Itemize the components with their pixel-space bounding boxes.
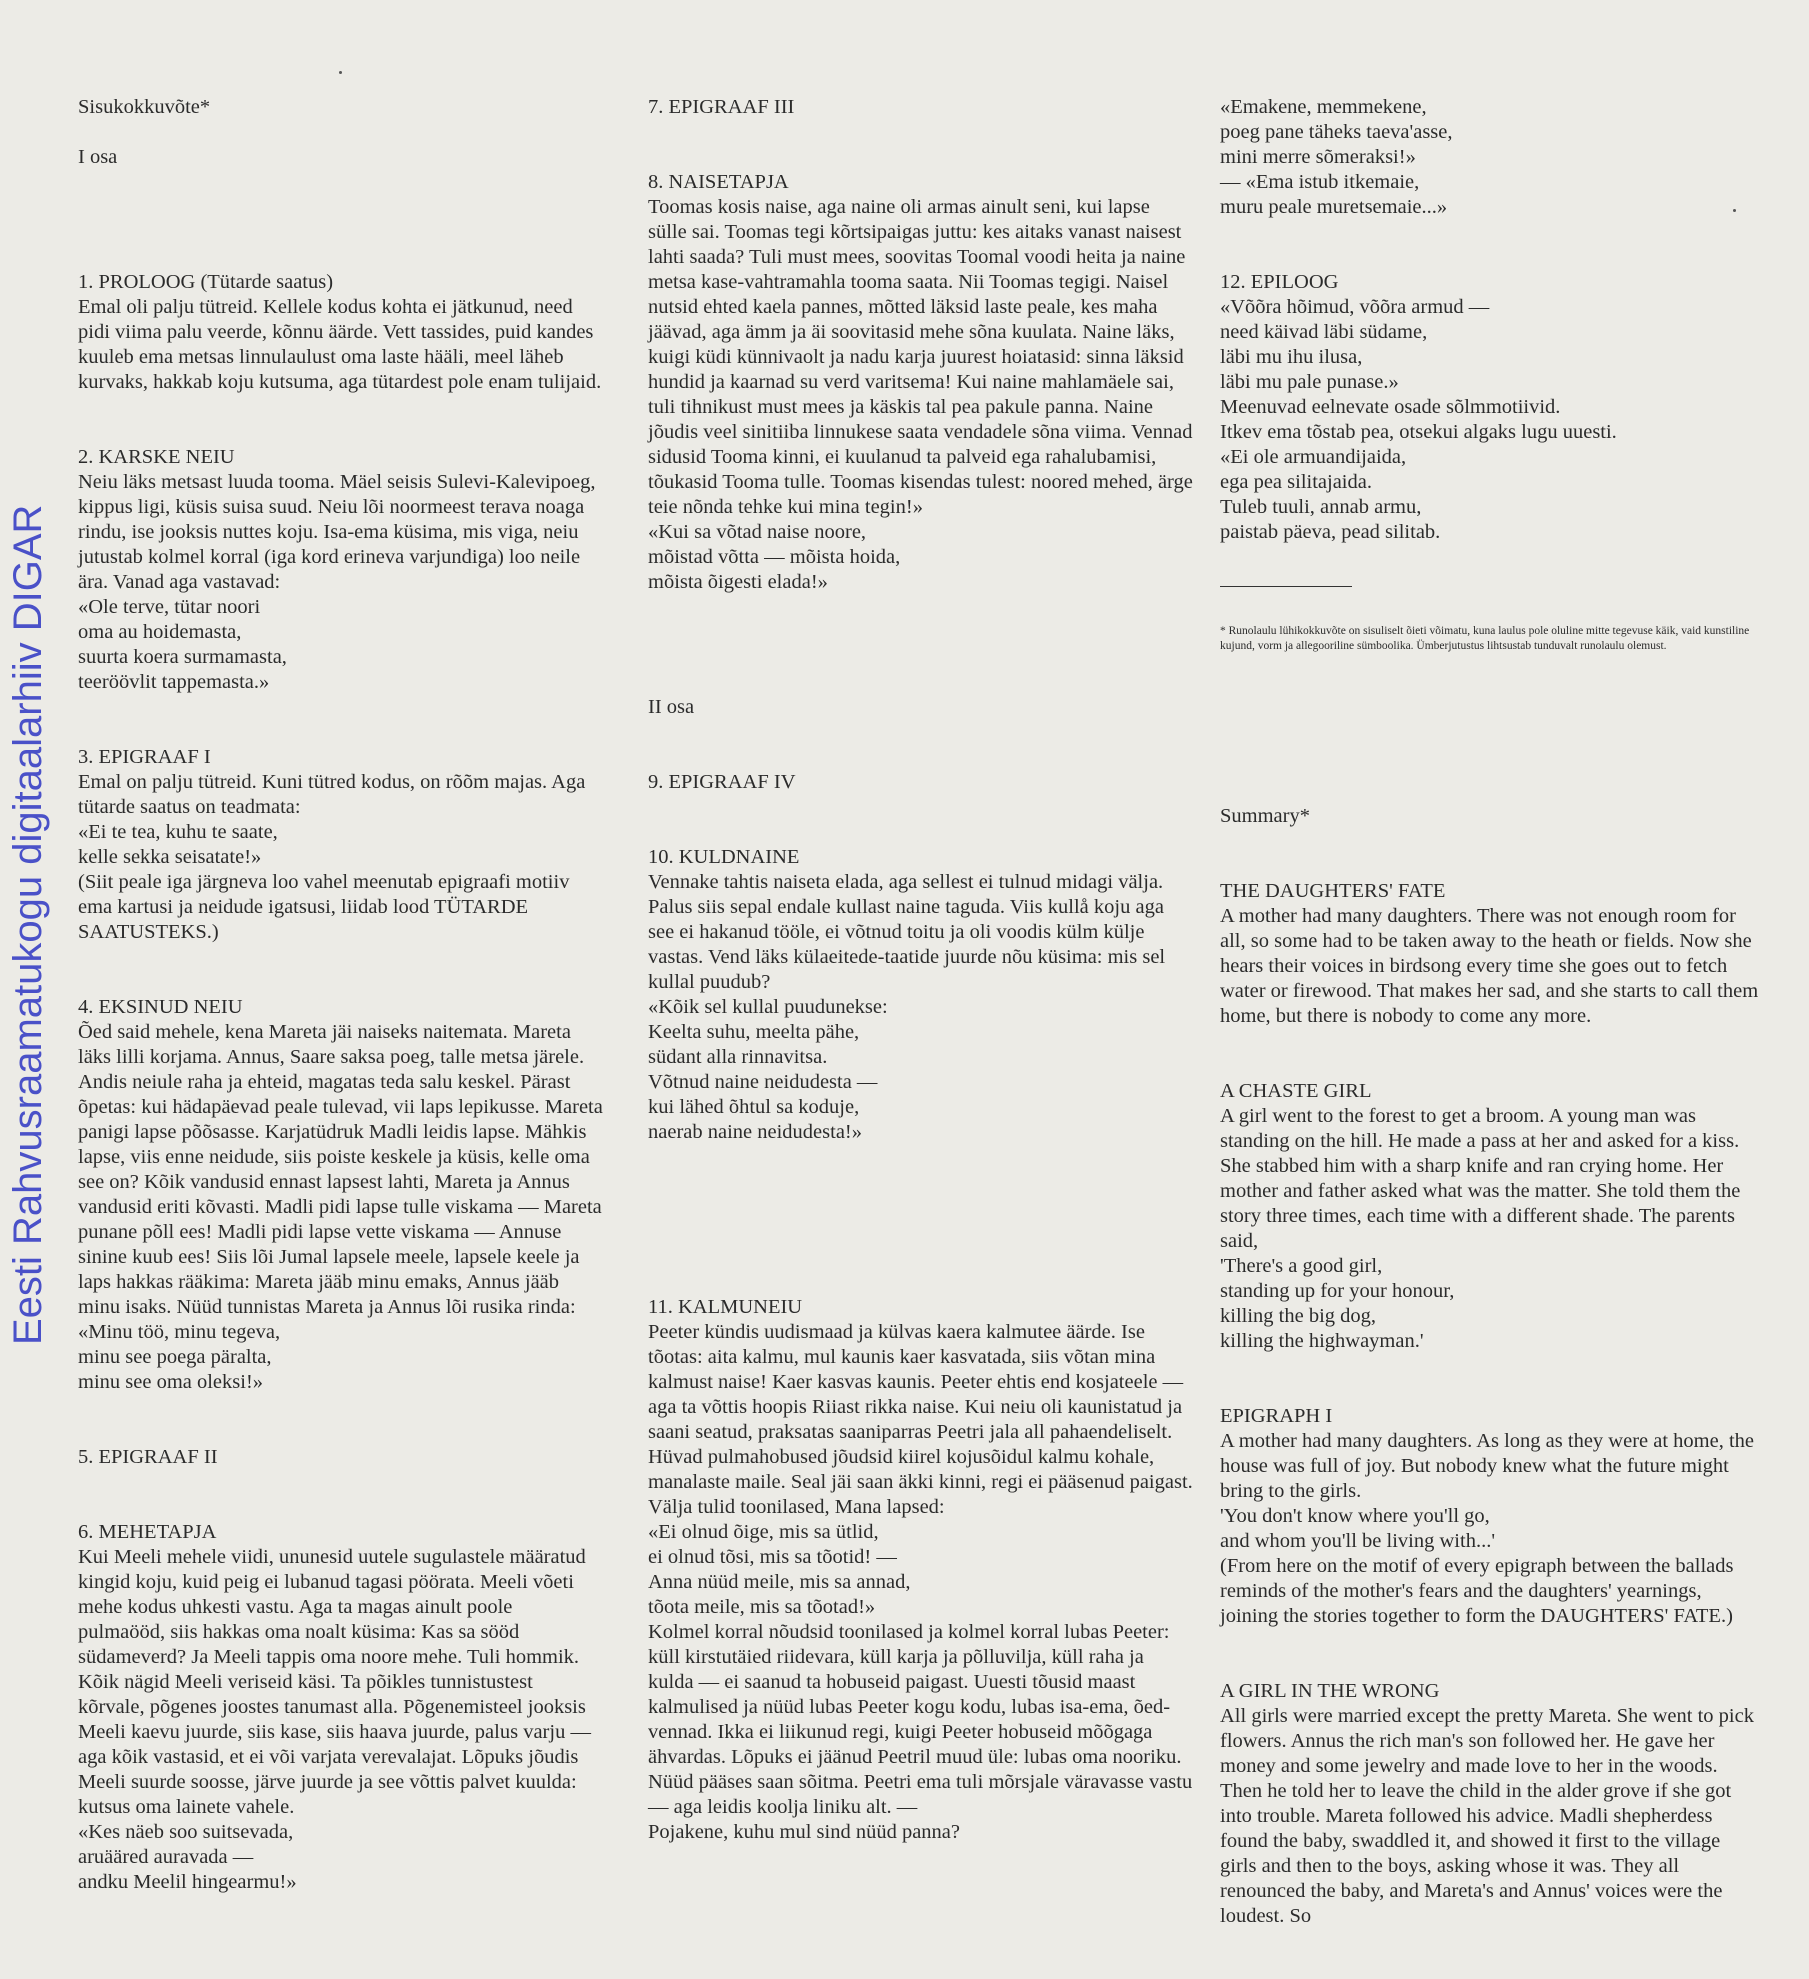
- part-heading: II osa: [648, 696, 695, 718]
- footnote: * Runolaulu lühikokkuvõte on sisuliselt õieti võimatu, kuna laulus pole oluline mitte tegevuse käik, vaid kunstiline kujund, vorm ja allegooriline sümboolika. Ümberjutustus lihtsustab tunduvalt runolaulu olemust.: [1220, 625, 1750, 652]
- section-naisetapja: 8. NAISETAPJA Toomas kosis naise, aga naine oli armas ainult seni, kui lapse sülle sai. Toomas tegi kõrtsipaigas juttu: kes aitaks vanast naisest lahti saada? Tuli must mees, soovitas Toomal voodi heita ja naine metsa kase-vahtramahla tooma saata. Nii Toomas tegigi. Naisel nutsid ehted kaela pannes, mõtted läksid laste peale, kes maha jäävad, aga ämm ja äi soovitasid mehe sõna kuulata. Naine läks, kuigi küdi künnivaolt ja nadu karja juurest hoiatasid: sinna läksid hundid ja kaarnad su verd varitsema! Kui naine mahlamäele sai, tuli tihnikust must mees ja käskis tal pea pakule panna. Naine jõudis veel sinitiiba linnukese saata vendadele sõna viima. Vennad sidusid Tooma kinni, ei kuulanud ta palveid ega rahalubamisi, tõukasid Tooma tulle. Toomas kisendas tulest: noored mehed, ärge teie nõnda tehke kui mina tegin!» «Kui sa võtad naise noore, mõistad võtta — mõista hoida, mõista õigesti elada!»: [648, 171, 1193, 593]
- digar-watermark: Eesti Rahvusraamatukogu digitaalarhiiv DIGAR: [6, 504, 50, 1345]
- column-right: [1220, 70, 1760, 1979]
- summary-title: Summary*: [1220, 805, 1310, 827]
- section-mehetapja: 6. MEHETAPJA Kui Meeli mehele viidi, ununesid uutele sugulastele määratud kingid koju, kuid peig ei lubanud tagasi pöörata. Meeli võeti mehe kodus uhkesti vastu. Aga ta magas ainult poole pulmaööd, siis hakkas oma noalt küsima: Kas sa sööd südameverd? Ja Meeli tappis oma noore mehe. Tuli hommik. Kõik nägid Meeli veriseid käsi. Ta põikles tunnistustest kõrvale, põgenes joostes tanumast alla. Põgenemisteel jooksis Meeli kaevu juurde, siis kase, siis haava juurde, palus varju — aga kõik vastasid, et ei või varjata verevalajat. Lõpuks jõudis Meeli suurde soosse, järve juurde ja see võttis palvet kuulda: kutsus oma lainete vahele. «Kes näeb soo suitsevada, aruääred auravada — andku Meelil hingearmu!»: [78, 1521, 591, 1893]
- poem-fragment: «Emakene, memmekene, poeg pane täheks taeva'asse, mini merre sõmeraksi!» — «Ema istub itkemaie, muru peale muretsemaie...»: [1220, 96, 1453, 218]
- summary-girl-in-wrong: A GIRL IN THE WRONG All girls were married except the pretty Mareta. She went to pick flowers. Annus the rich man's son followed her. He gave her money and some jewelry and made love to her in the woods. Then he told her to leave the child in the alder grove if she got into trouble. Mareta followed his advice. Madli shepherdess found the baby, swaddled it, and showed it first to the village girls and then to the boys, asking whose it was. They all renounced the baby, and Mareta's and Annus' voices were the loudest. So: [1220, 1680, 1754, 1927]
- summary-epigraph-1: EPIGRAPH I A mother had many daughters. As long as they were at home, the house was full of joy. But nobody knew what the future might bring to the girls. 'You don't know where you'll go, and whom you'll be living with...' (From here on the motif of every epigraph between the ballads reminds of the mother's fears and the daughters' yearnings, joining the stories together to form the DAUGHTERS' FATE.): [1220, 1405, 1755, 1627]
- footnote-divider: [1220, 586, 1352, 587]
- section-epigraaf-4: 9. EPIGRAAF IV: [648, 771, 796, 793]
- section-kalmuneiu: 11. KALMUNEIU Peeter kündis uudismaad ja külvas kaera kalmutee äärde. Ise tõotas: aita kalmu, mul kaunis kaer kasvatada, siis võtan mina kalmust naise! Kaer kasvas kaunis. Peeter ehtis end kosjateele — aga ta võttis hoopis Riiast rikka naise. Kui neiu oli kaunistatud ja saani seatud, praksatas saaniparras Peetri jala all pahaendeliselt. Hüvad pulmahobused jõudsid kiirel kojusõidul kalmu kohale, manalaste maile. Seal jäi saan äkki kinni, regi ei pääsenud paigast. Välja tulid toonilased, Mana lapsed: «Ei olnud õige, mis sa ütlid, ei olnud tõsi, mis sa tõotid! — Anna nüüd meile, mis sa annad, tõota meile, mis sa tõotad!» Kolmel korral nõudsid toonilased ja kolmel korral lubas Peeter: küll kirstutäied riidevara, küll karja ja põlluvilja, küll raha ja kulda — ei saanud ta hobuseid paigast. Uuesti tõusid maast kalmulised ja nüüd lubas Peeter kogu kodu, lubas isa-ema, õed-vennad. Ikka ei liikunud regi, kuigi Peeter hobuseid mõõgaga ähvardas. Lõpuks ei jäänud Peetril muud üle: lubas oma nooriku. Nüüd pääses saan sõitma. Peetri ema tuli mõrsjale väravasse vastu — aga leidis koolja liniku alt. — Pojakene, kuhu mul sind nüüd panna?: [648, 1296, 1193, 1843]
- part-heading: I osa: [78, 146, 118, 168]
- section-prolog: 1. PROLOOG (Tütarde saatus) Emal oli palju tütreid. Kellele kodus kohta ei jätkunud, need pidi viima palu veerde, kõnnu äärde. Vett tassides, puid kandes kuuleb ema metsas linnulaulust oma laste hääli, meel läheb kurvaks, hakkab koju kutsuma, aga tütardest pole enam tulijaid.: [78, 271, 602, 393]
- column-middle: [648, 70, 1193, 1895]
- section-eksinud-neiu: 4. EKSINUD NEIU Õed said mehele, kena Mareta jäi naiseks naitemata. Mareta läks lilli korjama. Annus, Saare saksa poeg, talle metsa järele. Andis neiule raha ja ehteid, magatas teda salu keskel. Pärast õpetas: kui hädapäevad peale tulevad, vii laps lepikusse. Mareta panigi lapse põõsasse. Karjatüdruk Madli leidis lapse. Mähkis lapse, viis enne neidude, siis poiste keskele ja küsis, kelle oma see on? Kõik vandusid ennast lapsest lahti, Mareta ja Annus vandusid eriti kõvasti. Madli pidi lapse tulle viskama — Mareta punane põll ees! Madli pidi lapse vette viskama — Annuse sinine kuub ees! Siis lõi Jumal lapsele meele, lapsele keele ja laps hakkas rääkima: Mareta jääb minu emaks, Annus jääb minu isaks. Nüüd tunnistas Mareta ja Annus lõi rusika rinda: «Minu töö, minu tegeva, minu see poega päralta, minu see oma oleksi!»: [78, 996, 603, 1393]
- summary-daughters-fate: THE DAUGHTERS' FATE A mother had many daughters. There was not enough room for all, so some had to be taken away to the heath or fields. Now she hears their voices in birdsong every time she goes out to fetch water or firewood. That makes her sad, and she starts to call them home, but there is nobody to come any more.: [1220, 880, 1759, 1027]
- section-epiloog: 12. EPILOOG «Võõra hõimud, võõra armud — need käivad läbi südame, läbi mu ihu ilusa, läbi mu pale punase.» Meenuvad eelnevate osade sõlmmotiivid. Itkev ema tõstab pea, otsekui algaks lugu uuesti. «Ei ole armuandijaida, ega pea silitajaida. Tuleb tuuli, annab armu, paistab päeva, pead silitab.: [1220, 271, 1617, 543]
- section-epigraaf-1: 3. EPIGRAAF I Emal on palju tütreid. Kuni tütred kodus, on rõõm majas. Aga tütarde saatus on teadmata: «Ei te tea, kuhu te saate, kelle sekka seisatate!» (Siit peale iga järgneva loo vahel meenutab epigraafi motiiv ema kartusi ja neidude igatsusi, liidab lood TÜTARDE SAATUSTEKS.): [78, 746, 586, 943]
- column-left: [78, 70, 603, 1945]
- section-title: Sisukokkuvõte*: [78, 96, 211, 118]
- section-karske-neiu: 2. KARSKE NEIU Neiu läks metsast luuda tooma. Mäel seisis Sulevi-Kalevipoeg, kippus ligi, küsis suisa suud. Neiu lõi noormeest terava noaga rindu, ise jooksis nuttes koju. Isa-ema küsima, mis viga, neiu jutustab kolmel korral (iga kord erineva varjundiga) loo neile ära. Vanad aga vastavad: «Ole terve, tütar noori oma au hoidemasta, suurta koera surmamasta, teeröövlit tappemasta.»: [78, 446, 596, 693]
- section-epigraaf-3: 7. EPIGRAAF III: [648, 96, 795, 118]
- section-epigraaf-2: 5. EPIGRAAF II: [78, 1446, 218, 1468]
- section-kuldnaine: 10. KULDNAINE Vennake tahtis naiseta elada, aga sellest ei tulnud midagi välja. Palus siis sepal endale kullast naine taguda. Viis kullå koju aga see ei hakanud tööle, ei võtnud toitu ja oli voodis külm külje vastas. Vend läks külaeitede-taatide juurde nõu küsima: mis sel kullal puudub? «Kõik sel kullal puudunekse: Keelta suhu, meelta pähe, südant alla rinnavitsa. Võtnud naine neidudesta — kui lähed õhtul sa koduje, naerab naine neidudesta!»: [648, 846, 1166, 1143]
- summary-chaste-girl: A CHASTE GIRL A girl went to the forest to get a broom. A young man was standing on the hill. He made a pass at her and asked for a kiss. She stabbed him with a sharp knife and ran crying home. Her mother and father asked what was the matter. She told them the story three times, each time with a different shade. The parents said, 'There's a good girl, standing up for your honour, killing the big dog, killing the highwayman.': [1220, 1080, 1741, 1352]
